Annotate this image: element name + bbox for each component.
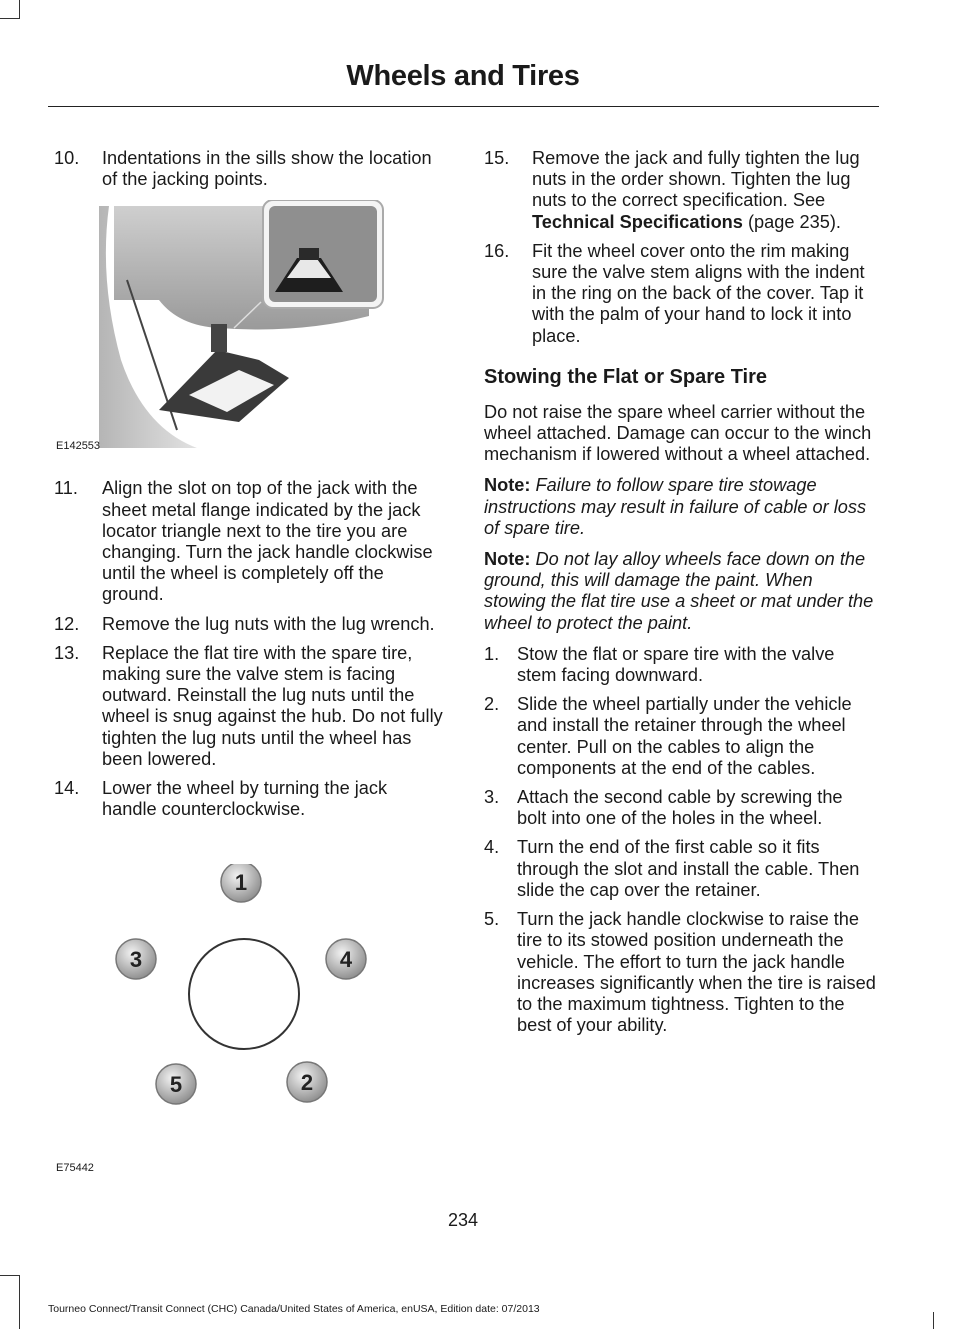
step-text: Fit the wheel cover onto the rim making sure the valve stem aligns with the indent in the ring on the back of the cover. Tap it with the palm of your hand to lock it into place. [532,240,865,346]
note-1 [484,475,876,539]
footer-text: Tourneo Connect/Transit Connect (CHC) Canada/United States of America, enUSA, Edition date: 07/2013 [48,1303,540,1315]
jack-illustration [99,200,439,448]
crop-mark [19,1275,20,1329]
technical-specifications-link[interactable]: Technical Specifications [532,211,743,232]
intro-paragraph: Do not raise the spare wheel carrier without the wheel attached. Damage can occur to the winch mechanism if lowered without a wheel attached. [484,401,872,465]
page-title: Wheels and Tires [346,60,580,92]
step-text: Replace the flat tire with the spare tire, making sure the valve stem is facing outward. Reinstall the lug nuts until the wheel is snug against the hub. Do not fully tighten the lug nuts until the wheel has been lowered. [102,642,443,769]
stow-step-3 [484,787,876,829]
note-2 [484,549,876,634]
step-number: 11. [54,478,78,499]
figure-code: E75442 [56,1162,94,1175]
stow-step-1 [484,644,876,686]
step-text: Indentations in the sills show the location of the jacking points. [102,148,432,190]
lug-nut-label: 1 [234,870,248,896]
step-number: 1. [484,643,500,664]
step-text-part: (page 235). [742,211,841,232]
lug-nut-2 [287,1062,327,1102]
left-column [54,148,446,1200]
step-text: Stow the flat or spare tire with the valve stem facing downward. [517,643,835,686]
lug-nut-3 [116,939,156,979]
step-text-part: Remove the jack and fully tighten the lug nuts in the order shown. Tighten the lug nuts to the correct specification. See [532,148,860,211]
right-column [484,148,876,1044]
step-number: 16. [484,240,510,261]
step-text: Turn the jack handle clockwise to raise the tire to its stowed position underneath the vehicle. The effort to turn the jack handle increases significantly when the tire is raised to the maximum tightness. Tighten to the best of your ability. [517,909,876,1036]
stow-step-2 [484,694,876,779]
crop-mark [0,18,19,19]
jacking-point-figure [54,200,446,462]
step-text: Turn the end of the first cable so it fits through the slot and install the cable. Then slide the cap over the retainer. [517,837,860,900]
lug-nut-5 [156,1064,196,1104]
step-text: Attach the second cable by screwing the bolt into one of the holes in the wheel. [517,787,843,829]
crop-mark [933,1312,934,1329]
step-10 [54,148,446,190]
step-16 [484,241,876,347]
step-text [532,148,876,233]
lug-nut-1 [221,864,261,902]
step-text: Remove the lug nuts with the lug wrench. [102,613,435,634]
note-text: Failure to follow spare tire stowage instructions may result in failure of cable or loss of spare tire. [484,475,867,538]
step-number: 2. [484,694,500,715]
lug-nut-diagram [104,864,404,1124]
step-15 [484,148,876,233]
step-number: 4. [484,837,500,858]
stow-step-5 [484,909,876,1036]
step-number: 12. [54,613,80,634]
step-text: Align the slot on top of the jack with the sheet metal flange indicated by the jack locator triangle next to the tire you are changing. Turn the jack handle clockwise until the wheel is completely off the ground. [102,478,433,605]
crop-mark [19,0,20,19]
note-text: Do not lay alloy wheels face down on the ground, this will damage the paint. When stowing the flat tire use a sheet or mat under the wheel to protect the paint. [484,549,874,633]
step-number: 13. [54,642,80,663]
header-divider [48,106,879,107]
wheel-hub-circle [189,939,299,1049]
step-number: 14. [54,778,80,799]
step-13 [54,643,446,770]
stow-step-4 [484,837,876,901]
step-number: 15. [484,148,510,168]
page-number: 234 [447,1210,479,1230]
lug-nut-label: 5 [169,1072,183,1098]
figure-code: E142553 [56,440,101,453]
note-label: Note: [484,475,531,496]
step-text: Lower the wheel by turning the jack handle counterclockwise. [102,778,388,820]
lug-nut-order-figure [54,864,446,1184]
lug-nut-4 [326,939,366,979]
lug-nut-label: 2 [300,1070,314,1096]
step-number: 3. [484,787,500,808]
step-text: Slide the wheel partially under the vehicle and install the retainer through the wheel center. Pull on the cables to align the components at the end of the cables. [517,694,852,778]
section-heading: Stowing the Flat or Spare Tire [484,365,768,388]
step-number: 10. [54,148,80,168]
step-14 [54,778,446,820]
step-12 [54,614,446,635]
lug-nut-label: 4 [339,947,353,973]
step-11 [54,478,446,605]
crop-mark [0,1275,19,1276]
step-number: 5. [484,909,500,930]
note-label: Note: [484,549,531,570]
lug-nut-label: 3 [129,947,143,973]
